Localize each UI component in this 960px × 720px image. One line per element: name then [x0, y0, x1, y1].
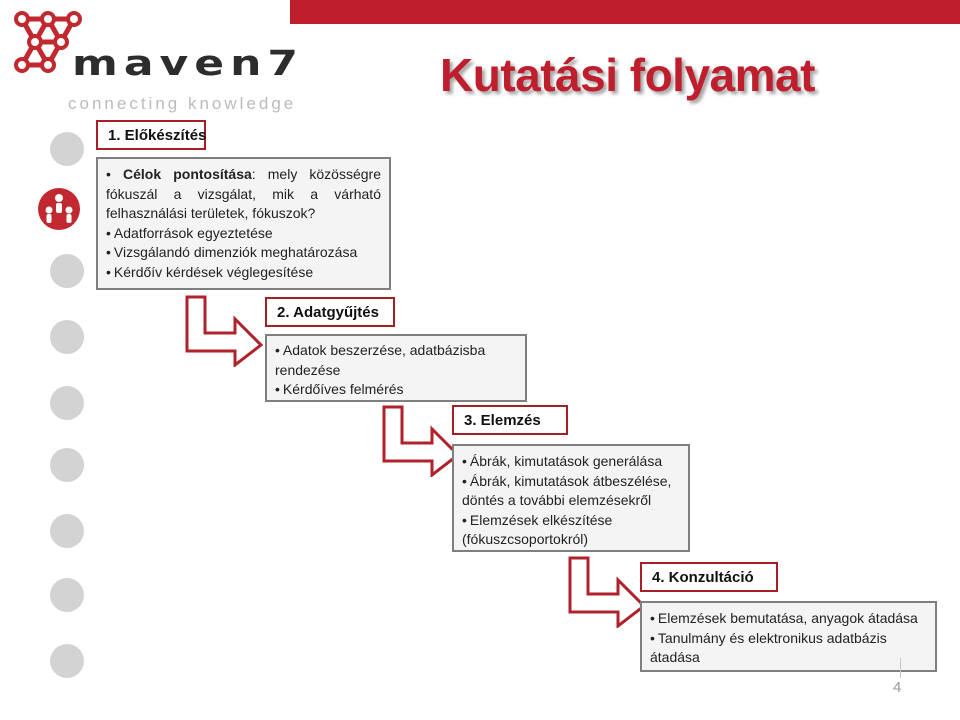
logo-tagline: connecting knowledge [68, 94, 297, 113]
step-1-box [96, 157, 391, 290]
flow-arrow-3 [566, 556, 648, 628]
step-4-box [640, 601, 937, 672]
step-3-item: • Ábrák, kimutatások átbeszélése, döntés a további elemzésekről [462, 472, 680, 511]
wallet-icon[interactable] [50, 254, 84, 288]
telephone-icon[interactable] [50, 644, 84, 678]
step-3-item: • Elemzések elkészítése (fókuszcsoportokról) [462, 511, 680, 550]
step-1-title: 1. Előkészítés [96, 120, 206, 150]
info-icon[interactable] [50, 448, 84, 482]
step-1-item: • Vizsgálandó dimenziók meghatározása [106, 243, 381, 263]
step-1-lead-bold: Célok pontosítása [123, 166, 252, 182]
people-network-icon[interactable] [38, 188, 80, 230]
logo-wordmark: maven7 [72, 44, 305, 84]
step-1-item: • Adatforrások egyeztetése [106, 224, 381, 244]
globe-icon[interactable] [50, 514, 84, 548]
step-2-item: • Kérdőíves felmérés [275, 380, 517, 400]
step-3-title: 3. Elemzés [452, 405, 568, 435]
document-icon[interactable] [50, 578, 84, 612]
step-2-box [265, 334, 527, 402]
page-title: Kutatási folyamat [440, 49, 815, 101]
step-3-item: • Ábrák, kimutatások generálása [462, 452, 680, 472]
step-2-title: 2. Adatgyűjtés [265, 297, 395, 327]
step-3-box [452, 444, 690, 552]
step-1-lead-text: : mely közösségre fókuszál a vizsgálat, mik a várható felhasználási területek, fókuszok? [106, 166, 381, 221]
step-1-lead: • Célok pontosítása: mely közösségre fókuszál a vizsgálat, mik a várható felhasználási területek, fókuszok? [106, 166, 381, 221]
page-number-divider [900, 658, 901, 678]
step-4-item: • Elemzések bemutatása, anyagok átadása [650, 609, 927, 629]
flow-arrow-2 [380, 405, 462, 477]
page-number: 4 [893, 679, 902, 696]
dotted-circle-icon[interactable] [50, 386, 84, 420]
step-1-item: • Kérdőív kérdések véglegesítése [106, 263, 381, 283]
calendar-icon[interactable] [50, 132, 84, 166]
film-reel-icon[interactable] [50, 320, 84, 354]
step-4-title: 4. Konzultáció [640, 562, 778, 592]
top-accent-bar [290, 0, 960, 24]
flow-arrow-1 [183, 295, 265, 367]
step-2-item: • Adatok beszerzése, adatbázisba rendezése [275, 341, 517, 380]
step-4-item: • Tanulmány és elektronikus adatbázis átadása [650, 629, 927, 668]
